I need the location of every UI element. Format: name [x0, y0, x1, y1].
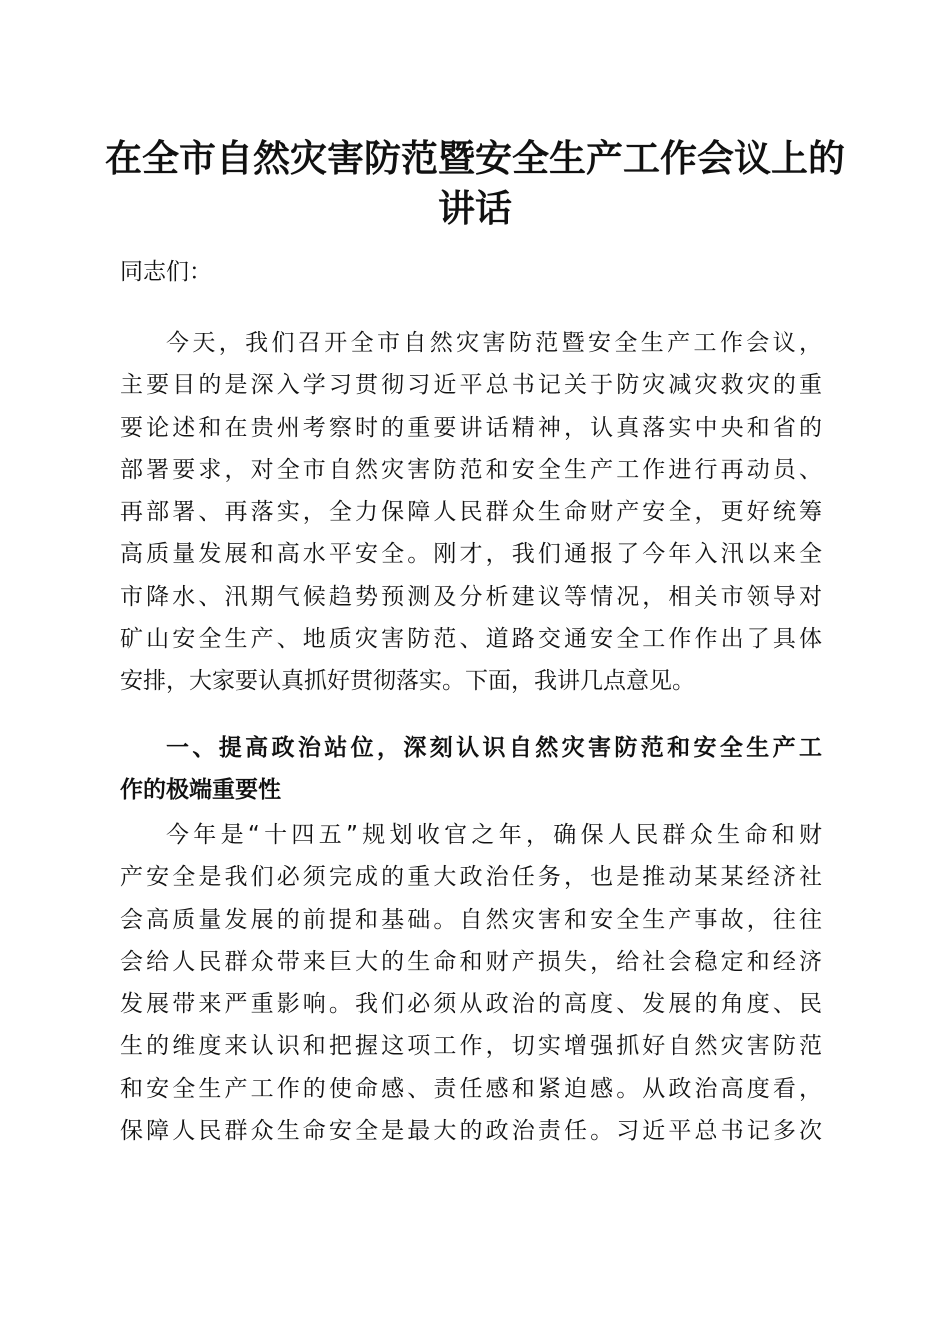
title-line-1: 在全市自然灾害防范暨安全生产工作会议上的	[105, 136, 845, 180]
paragraph-line: 和安全生产工作的使命感、责任感和紧迫感。从政治高度看，	[120, 1075, 822, 1102]
heading-line: 作的极端重要性	[120, 777, 281, 804]
salutation: 同志们：	[120, 259, 212, 285]
paragraph-line: 今年是“十四五”规划收官之年，确保人民群众生命和财	[166, 822, 822, 848]
document-title	[100, 133, 850, 233]
paragraph-opening	[120, 322, 822, 703]
paragraph-line: 生的维度来认识和把握这项工作，切实增强抓好自然灾害防范	[120, 1033, 822, 1060]
paragraph-line: 安排，大家要认真抓好贯彻落实。下面，我讲几点意见。	[120, 668, 695, 695]
paragraph-line: 会给人民群众带来巨大的生命和财产损失，给社会稳定和经济	[120, 948, 822, 975]
paragraph-line: 矿山安全生产、地质灾害防范、道路交通安全工作作出了具体	[120, 626, 822, 653]
paragraph-line: 发展带来严重影响。我们必须从政治的高度、发展的角度、民	[120, 991, 822, 1018]
heading-line: 一、提高政治站位，深刻认识自然灾害防范和安全生产工	[166, 735, 822, 761]
paragraph-line: 要论述和在贵州考察时的重要讲话精神，认真落实中央和省的	[120, 414, 822, 441]
paragraph-line: 产安全是我们必须完成的重大政治任务，也是推动某某经济社	[120, 864, 822, 891]
paragraph-line: 保障人民群众生命安全是最大的政治责任。习近平总书记多次	[120, 1118, 822, 1145]
paragraph-line: 高质量发展和高水平安全。刚才，我们通报了今年入汛以来全	[120, 541, 822, 568]
paragraph-section-1	[120, 814, 822, 1152]
title-line-2: 讲话	[438, 186, 512, 230]
paragraph-line: 今天，我们召开全市自然灾害防范暨安全生产工作会议，	[166, 330, 822, 356]
section-heading-1	[120, 727, 822, 812]
paragraph-line: 部署要求，对全市自然灾害防范和安全生产工作进行再动员、	[120, 456, 822, 483]
paragraph-line: 会高质量发展的前提和基础。自然灾害和安全生产事故，往往	[120, 906, 822, 933]
paragraph-line: 市降水、汛期气候趋势预测及分析建议等情况，相关市领导对	[120, 583, 822, 610]
paragraph-line: 再部署、再落实，全力保障人民群众生命财产安全，更好统筹	[120, 499, 822, 526]
paragraph-line: 主要目的是深入学习贯彻习近平总书记关于防灾减灾救灾的重	[120, 372, 822, 399]
